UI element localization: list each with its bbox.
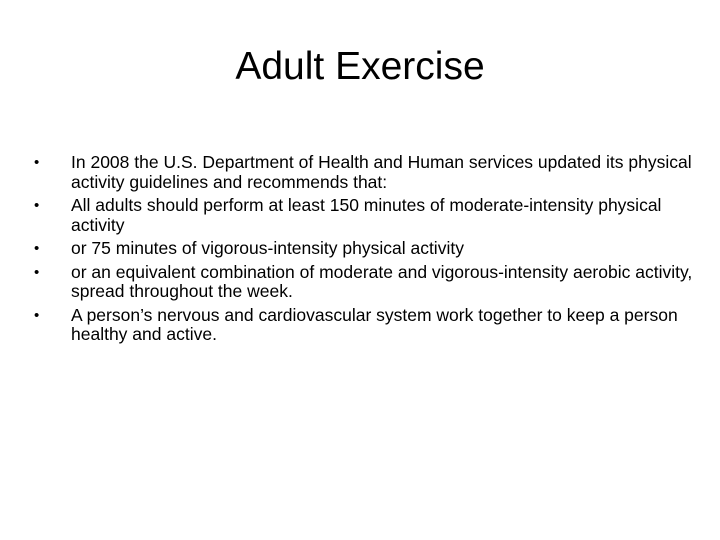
- bullet-list: [34, 153, 694, 349]
- bullet-icon: •: [34, 263, 40, 281]
- bullet-text: All adults should perform at least 150 minutes of moderate-intensity physical activity: [71, 195, 662, 235]
- bullet-icon: •: [34, 197, 40, 214]
- list-item: [34, 239, 694, 259]
- bullet-icon: •: [34, 154, 40, 171]
- slide-title: Adult Exercise: [235, 45, 485, 88]
- list-item: [34, 196, 694, 235]
- bullet-text: or an equivalent combination of moderate and vigorous-intensity aerobic activity, spread throughout the week.: [71, 261, 693, 301]
- list-item: [34, 263, 694, 302]
- bullet-text: or 75 minutes of vigorous-intensity physical activity: [71, 238, 464, 258]
- bullet-icon: •: [34, 306, 40, 324]
- list-item: [34, 153, 694, 192]
- list-item: [34, 306, 694, 345]
- bullet-text: A person’s nervous and cardiovascular system work together to keep a person healthy and active.: [71, 304, 678, 344]
- bullet-icon: •: [34, 240, 40, 257]
- bullet-text: In 2008 the U.S. Department of Health and Human services updated its physical activity guidelines and recommends that:: [71, 152, 692, 192]
